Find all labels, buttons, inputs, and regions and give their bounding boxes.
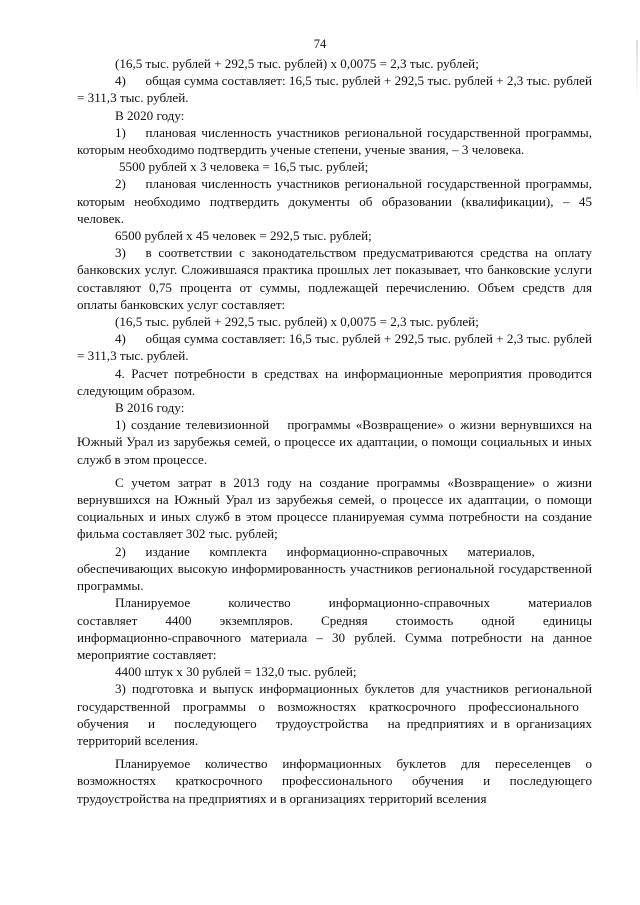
paragraph: 2) плановая численность участников региональной государственной программы, которым необходимо подтвердить документы об образовании (квалификации), – 45 человек. [77, 176, 592, 226]
paragraph: 4) общая сумма составляет: 16,5 тыс. рублей + 292,5 тыс. рублей + 2,3 тыс. рублей = 311,3 тыс. рублей. [77, 331, 592, 364]
paragraph: (16,5 тыс. рублей + 292,5 тыс. рублей) х 0,0075 = 2,3 тыс. рублей; [115, 56, 479, 71]
paragraph: 3) в соответствии с законодательством предусматриваются средства на оплату банковских услуг. Сложившаяся практика прошлых лет показывает, что банковские услуги составляют 0,75 процента от суммы, подлежащей перечислению. Объем средств для оплаты банковских услуг составляет: [77, 245, 592, 312]
paragraph: 1) плановая численность участников региональной государственной программы, которым необходимо подтвердить ученые степени, ученые звания, – 3 человека. [77, 124, 592, 158]
paragraph: 4400 штук х 30 рублей = 132,0 тыс. рублей; [115, 664, 357, 680]
paragraph: Планируемое количество информационных буклетов для переселенцев о возможностях краткосрочного профессионального обучения и последующего трудоустройства на предприятиях и в организациях территорий вселения [77, 756, 592, 806]
paragraph: С учетом затрат в 2013 году на создание программы «Возвращение» о жизни вернувшихся на Южный Урал из зарубежья семей, о процессе их адаптации, о помощи социальных и иных служб в этом процессе планируемая сумма потребности на создание фильма составляет 302 тыс. рублей; [77, 474, 592, 542]
paragraph: 6500 рублей х 45 человек = 292,5 тыс. рублей; [115, 228, 372, 244]
paragraph: В 2020 году: [115, 107, 185, 123]
document-body [77, 55, 592, 807]
paragraph: (16,5 тыс. рублей + 292,5 тыс. рублей) х 0,0075 = 2,3 тыс. рублей; [115, 314, 479, 330]
paragraph: 3) подготовка и выпуск информационных буклетов для участников региональной государственной программы о возможностях краткосрочного профессионального обучения и последующего трудоустройства на предприятиях и в организациях территорий вселения. [77, 681, 592, 748]
paragraph: 2) издание комплекта информационно-справочных материалов, обеспечивающих высокую информированность участников региональной государственной программы. [77, 543, 592, 594]
paragraph: 4. Расчет потребности в средствах на информационные мероприятия проводится следующим образом. [77, 365, 592, 398]
paragraph: 4) общая сумма составляет: 16,5 тыс. рублей + 292,5 тыс. рублей + 2,3 тыс. рублей = 311,3 тыс. рублей. [77, 73, 592, 106]
paragraph: Планируемое количество информационно-справочных материалов составляет 4400 экземпляров. Средняя стоимость одной единицы информационно-справочного материала – 30 рублей. Сумма потребности на данное мероприятие составляет: [77, 595, 592, 662]
page-number: 74 [313, 37, 327, 51]
paragraph: В 2016 году: [115, 400, 185, 416]
scan-edge-mark [636, 40, 638, 100]
paragraph: 1) создание телевизионной программы «Возвращение» о жизни вернувшихся на Южный Урал из зарубежья семей, о процессе их адаптации, о помощи социальных и иных служб в этом процессе. [77, 417, 592, 467]
paragraph: 5500 рублей х 3 человека = 16,5 тыс. рублей; [119, 159, 369, 175]
